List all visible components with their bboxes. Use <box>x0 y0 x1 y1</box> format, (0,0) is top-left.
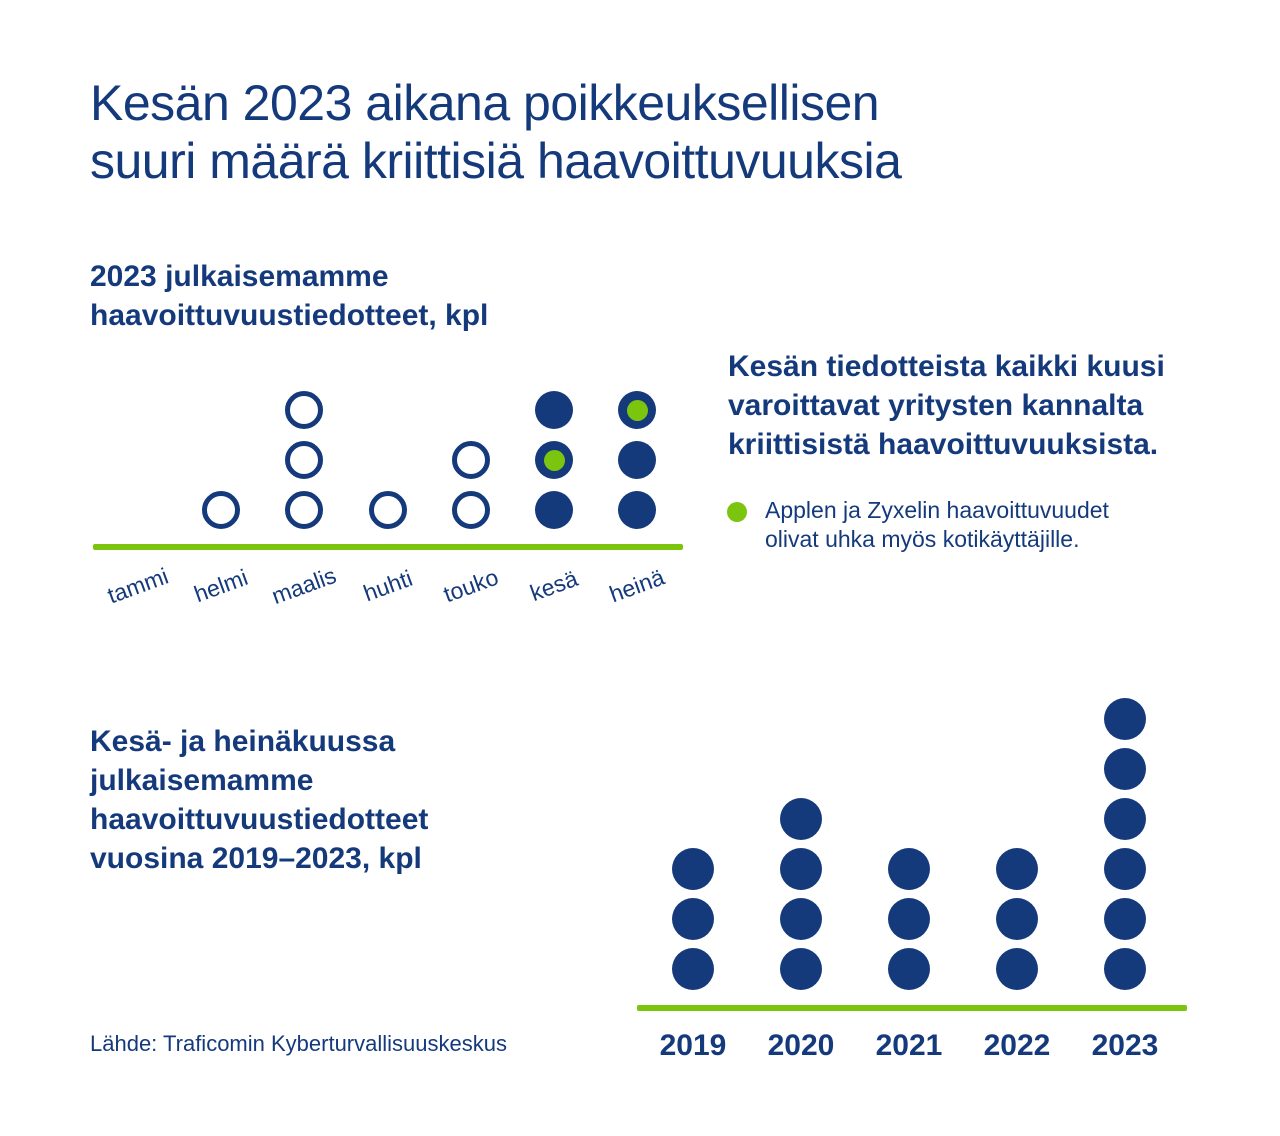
axis-label-heinä: heinä <box>606 563 668 608</box>
dot-2020-4 <box>780 798 822 840</box>
dot-2020-3 <box>780 848 822 890</box>
legend-text: Applen ja Zyxelin haavoittuvuudet olivat uhka myös kotikäyttäjille. <box>765 497 1109 552</box>
dot-2021-2 <box>888 898 930 940</box>
dot-2019-3 <box>672 848 714 890</box>
axis-label-tammi: tammi <box>103 562 172 609</box>
dot-2019-1 <box>672 948 714 990</box>
axis-label-kesä: kesä <box>526 565 582 607</box>
axis-label-huhti: huhti <box>359 564 416 607</box>
dot-2023-1 <box>1104 948 1146 990</box>
axis-label-2020: 2020 <box>767 1029 835 1062</box>
axis-label-maalis: maalis <box>268 561 340 610</box>
chart1-title: 2023 julkaisemamme haavoittuvuustiedotteet, kpl <box>90 260 489 332</box>
dot-2022-1 <box>996 948 1038 990</box>
dot-2023-2 <box>1104 898 1146 940</box>
dot-2020-1 <box>780 948 822 990</box>
dot-2022-3 <box>996 848 1038 890</box>
axis-label-helmi: helmi <box>190 563 252 608</box>
dot-2023-3 <box>1104 848 1146 890</box>
axis-label-2022: 2022 <box>983 1029 1051 1062</box>
dot-2023-5 <box>1104 748 1146 790</box>
dot-2022-2 <box>996 898 1038 940</box>
dot-2021-3 <box>888 848 930 890</box>
dot-2023-6 <box>1104 698 1146 740</box>
dot-2020-2 <box>780 898 822 940</box>
chart2-axis-line <box>637 1005 1187 1011</box>
axis-label-2019: 2019 <box>659 1029 727 1062</box>
axis-label-2021: 2021 <box>875 1029 943 1062</box>
axis-label-2023: 2023 <box>1091 1029 1159 1062</box>
dot-2021-1 <box>888 948 930 990</box>
axis-label-touko: touko <box>439 563 502 608</box>
highlight-text: Kesän tiedotteista kaikki kuusi varoittavat yritysten kannalta kriittisistä haavoittuvuuksista. <box>728 350 1165 461</box>
dot-2019-2 <box>672 898 714 940</box>
chart2-title: Kesä- ja heinäkuussa julkaisemamme haavoittuvuustiedotteet vuosina 2019–2023, kpl <box>90 725 429 875</box>
source-note: Lähde: Traficomin Kyberturvallisuuskeskus <box>90 1031 507 1056</box>
dot-2023-4 <box>1104 798 1146 840</box>
page-title: Kesän 2023 aikana poikkeuksellisen suuri määrä kriittisiä haavoittuvuuksia <box>90 75 902 189</box>
